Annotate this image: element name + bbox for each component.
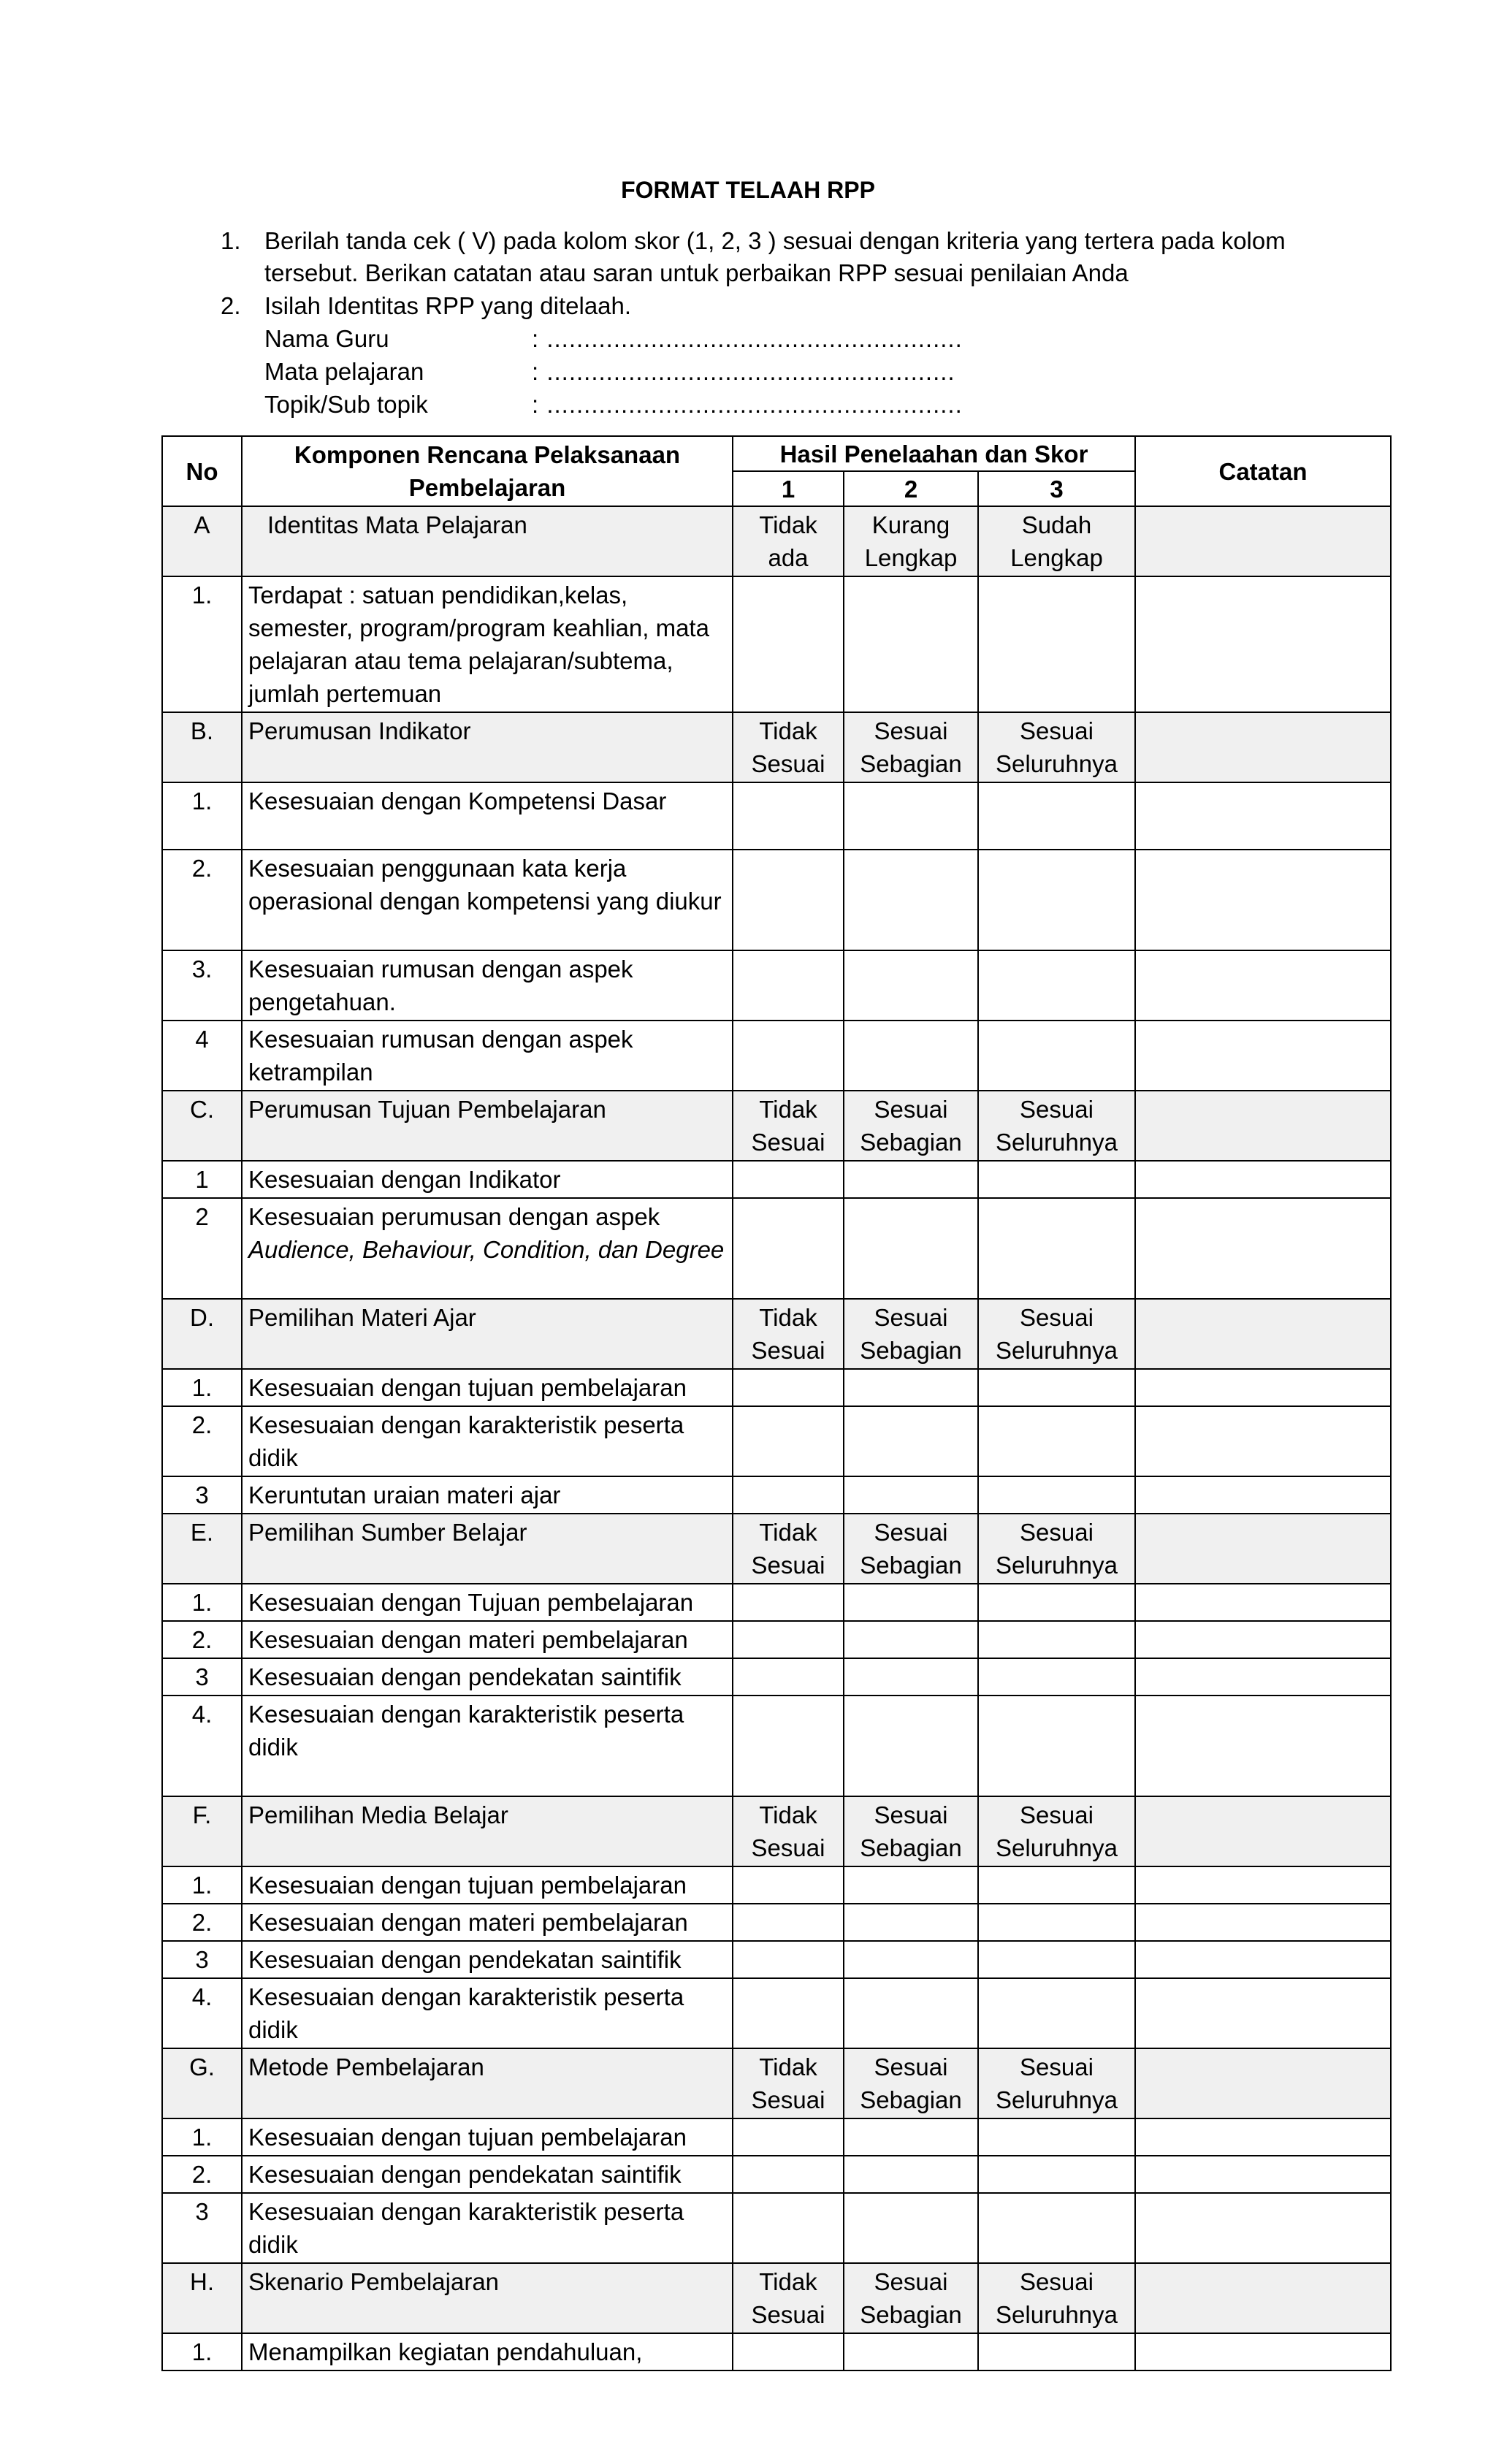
section-code: C. [162,1091,242,1161]
score-1-checkbox-cell[interactable] [733,1198,844,1299]
criteria-number: 1. [162,576,242,712]
score-3-checkbox-cell[interactable] [978,1621,1135,1658]
criteria-number: 2 [162,1198,242,1299]
score-2-checkbox-cell[interactable] [844,2193,978,2263]
section-code: H. [162,2263,242,2333]
identity-value-topic: : ........................................................ [532,391,963,418]
header-score-1: 1 [733,471,844,506]
criteria-number: 1. [162,1369,242,1406]
criteria-text-main: Kesesuaian rumusan dengan aspek ketrampilan [248,1026,633,1086]
section-row [162,1796,1391,1866]
score-3-checkbox-cell[interactable] [978,1866,1135,1904]
instruction-1-number: 1. [221,227,241,254]
criteria-text-main: Kesesuaian dengan tujuan pembelajaran [248,1872,687,1899]
score-level-3: Sesuai Seluruhnya [978,1796,1135,1866]
criteria-number: 3. [162,950,242,1021]
criteria-number: 2. [162,850,242,950]
score-2-checkbox-cell[interactable] [844,1021,978,1091]
criteria-row [162,2333,1391,2370]
score-2-checkbox-cell[interactable] [844,2333,978,2370]
notes-cell[interactable] [1135,1658,1391,1696]
criteria-row [162,850,1391,950]
score-3-checkbox-cell[interactable] [978,1161,1135,1198]
section-code: E. [162,1514,242,1584]
notes-cell[interactable] [1135,1406,1391,1476]
header-score-2: 2 [844,471,978,506]
criteria-text [242,1021,733,1091]
criteria-row [162,1476,1391,1514]
score-1-checkbox-cell[interactable] [733,2156,844,2193]
score-1-checkbox-cell[interactable] [733,1866,844,1904]
score-2-checkbox-cell[interactable] [844,1978,978,2048]
notes-cell[interactable] [1135,1476,1391,1514]
header-component: Komponen Rencana Pelaksanaan Pembelajaran [242,436,733,506]
criteria-text-main: Kesesuaian dengan karakteristik peserta didik [248,2198,684,2258]
criteria-row [162,1621,1391,1658]
section-row [162,2048,1391,2118]
section-title: Metode Pembelajaran [242,2048,733,2118]
score-1-checkbox-cell[interactable] [733,1406,844,1476]
section-row [162,1299,1391,1369]
score-3-checkbox-cell[interactable] [978,2156,1135,2193]
notes-cell[interactable] [1135,1866,1391,1904]
score-2-checkbox-cell[interactable] [844,1866,978,1904]
criteria-text [242,1866,733,1904]
score-level-2: Sesuai Sebagian [844,2048,978,2118]
criteria-number: 1. [162,2118,242,2156]
criteria-number: 3 [162,1941,242,1978]
score-level-3: Sesuai Seluruhnya [978,1514,1135,1584]
criteria-number: 4. [162,1978,242,2048]
score-1-checkbox-cell[interactable] [733,2118,844,2156]
score-2-checkbox-cell[interactable] [844,1941,978,1978]
criteria-number: 3 [162,1476,242,1514]
notes-cell[interactable] [1135,850,1391,950]
score-2-checkbox-cell[interactable] [844,1584,978,1621]
section-row [162,1514,1391,1584]
score-level-1: Tidak ada [733,506,844,576]
criteria-text-main: Kesesuaian dengan Tujuan pembelajaran [248,1589,694,1616]
criteria-text [242,1941,733,1978]
criteria-number: 3 [162,2193,242,2263]
criteria-number: 3 [162,1658,242,1696]
section-notes-cell [1135,506,1391,576]
section-title: Perumusan Tujuan Pembelajaran [242,1091,733,1161]
criteria-text [242,1198,733,1299]
instruction-2-number: 2. [221,292,241,319]
criteria-text [242,1658,733,1696]
criteria-text [242,2193,733,2263]
criteria-row [162,2193,1391,2263]
section-notes-cell [1135,2048,1391,2118]
identity-label-teacher: Nama Guru [264,325,389,352]
section-title: Perumusan Indikator [242,712,733,782]
score-3-checkbox-cell[interactable] [978,1198,1135,1299]
header-notes: Catatan [1135,436,1391,506]
notes-cell[interactable] [1135,2193,1391,2263]
score-1-checkbox-cell[interactable] [733,1369,844,1406]
criteria-text-main: Kesesuaian rumusan dengan aspek pengetahuan. [248,956,633,1015]
score-level-1: Tidak Sesuai [733,2263,844,2333]
section-notes-cell [1135,2263,1391,2333]
score-3-checkbox-cell[interactable] [978,782,1135,850]
criteria-text [242,2156,733,2193]
criteria-text-main: Kesesuaian dengan tujuan pembelajaran [248,2124,687,2151]
criteria-number: 2. [162,1406,242,1476]
section-code: B. [162,712,242,782]
score-level-3: Sesuai Seluruhnya [978,1091,1135,1161]
score-2-checkbox-cell[interactable] [844,1621,978,1658]
section-notes-cell [1135,1299,1391,1369]
score-level-2: Sesuai Sebagian [844,712,978,782]
score-3-checkbox-cell[interactable] [978,2333,1135,2370]
score-1-checkbox-cell[interactable] [733,1584,844,1621]
score-3-checkbox-cell[interactable] [978,576,1135,712]
criteria-text-main: Terdapat : satuan pendidikan,kelas, semester, program/program keahlian, mata pelajaran atau tema pelajaran/subtema, jumlah pertemuan [248,581,709,707]
score-level-1: Tidak Sesuai [733,712,844,782]
score-2-checkbox-cell[interactable] [844,1406,978,1476]
criteria-row [162,1584,1391,1621]
notes-cell[interactable] [1135,576,1391,712]
identity-value-subject: : ....................................................... [532,358,955,385]
criteria-row [162,1696,1391,1796]
score-2-checkbox-cell[interactable] [844,950,978,1021]
score-level-1: Tidak Sesuai [733,1091,844,1161]
identity-value-teacher: : ........................................................ [532,325,963,352]
score-level-2: Sesuai Sebagian [844,1514,978,1584]
notes-cell[interactable] [1135,950,1391,1021]
notes-cell[interactable] [1135,1904,1391,1941]
score-2-checkbox-cell[interactable] [844,2156,978,2193]
criteria-row [162,576,1391,712]
score-level-1: Tidak Sesuai [733,2048,844,2118]
criteria-row [162,2156,1391,2193]
score-level-1: Tidak Sesuai [733,1796,844,1866]
section-title: Pemilihan Sumber Belajar [242,1514,733,1584]
criteria-row [162,1978,1391,2048]
criteria-text-main: Menampilkan kegiatan pendahuluan, [248,2338,643,2365]
instruction-1-line-1: Berilah tanda cek ( V) pada kolom skor (1, 2, 3 ) sesuai dengan kriteria yang tertera pada kolom [264,227,1286,254]
criteria-text-main: Kesesuaian dengan materi pembelajaran [248,1909,688,1936]
criteria-row [162,1658,1391,1696]
section-row [162,506,1391,576]
criteria-text [242,782,733,850]
criteria-row [162,1198,1391,1299]
criteria-text [242,2118,733,2156]
header-score-3: 3 [978,471,1135,506]
instruction-2-line-1: Isilah Identitas RPP yang ditelaah. [264,292,632,319]
section-notes-cell [1135,1514,1391,1584]
notes-cell[interactable] [1135,1198,1391,1299]
score-2-checkbox-cell[interactable] [844,1198,978,1299]
score-3-checkbox-cell[interactable] [978,2118,1135,2156]
score-level-2: Sesuai Sebagian [844,1299,978,1369]
score-2-checkbox-cell[interactable] [844,1658,978,1696]
score-2-checkbox-cell[interactable] [844,576,978,712]
criteria-text [242,2333,733,2370]
criteria-text-italic: Audience, Behaviour, Condition, dan Degree [248,1236,725,1263]
section-code: D. [162,1299,242,1369]
criteria-number: 1. [162,1584,242,1621]
criteria-text [242,950,733,1021]
criteria-row [162,1406,1391,1476]
score-2-checkbox-cell[interactable] [844,1696,978,1796]
score-1-checkbox-cell[interactable] [733,2193,844,2263]
criteria-number: 4. [162,1696,242,1796]
score-3-checkbox-cell[interactable] [978,1658,1135,1696]
notes-cell[interactable] [1135,2333,1391,2370]
score-3-checkbox-cell[interactable] [978,950,1135,1021]
score-3-checkbox-cell[interactable] [978,1021,1135,1091]
score-1-checkbox-cell[interactable] [733,1161,844,1198]
section-notes-cell [1135,1091,1391,1161]
score-1-checkbox-cell[interactable] [733,1021,844,1091]
criteria-number: 2. [162,1621,242,1658]
criteria-number: 2. [162,2156,242,2193]
criteria-text-main: Kesesuaian dengan Kompetensi Dasar [248,787,667,815]
notes-cell[interactable] [1135,1621,1391,1658]
score-2-checkbox-cell[interactable] [844,850,978,950]
score-3-checkbox-cell[interactable] [978,1476,1135,1514]
notes-cell[interactable] [1135,2156,1391,2193]
header-no: No [162,436,242,506]
score-level-3: Sudah Lengkap [978,506,1135,576]
criteria-number: 1. [162,1866,242,1904]
score-3-checkbox-cell[interactable] [978,1696,1135,1796]
criteria-text-main: Kesesuaian dengan materi pembelajaran [248,1626,688,1653]
score-1-checkbox-cell[interactable] [733,782,844,850]
score-3-checkbox-cell[interactable] [978,1369,1135,1406]
criteria-text-main: Keruntutan uraian materi ajar [248,1481,561,1508]
notes-cell[interactable] [1135,2118,1391,2156]
criteria-number: 1 [162,1161,242,1198]
identity-label-subject: Mata pelajaran [264,358,424,385]
criteria-text [242,1978,733,2048]
notes-cell[interactable] [1135,1161,1391,1198]
criteria-text [242,1476,733,1514]
score-1-checkbox-cell[interactable] [733,2333,844,2370]
section-notes-cell [1135,1796,1391,1866]
section-title: Skenario Pembelajaran [242,2263,733,2333]
criteria-row [162,1161,1391,1198]
score-level-2: Kurang Lengkap [844,506,978,576]
criteria-number: 1. [162,2333,242,2370]
criteria-row [162,950,1391,1021]
section-title: Pemilihan Media Belajar [242,1796,733,1866]
score-1-checkbox-cell[interactable] [733,1621,844,1658]
score-3-checkbox-cell[interactable] [978,1904,1135,1941]
score-level-3: Sesuai Seluruhnya [978,2048,1135,2118]
criteria-number: 2. [162,1904,242,1941]
criteria-row [162,1941,1391,1978]
criteria-text-main: Kesesuaian dengan pendekatan saintifik [248,1663,682,1690]
instruction-1-line-2: tersebut. Berikan catatan atau saran untuk perbaikan RPP sesuai penilaian Anda [264,259,1129,286]
notes-cell[interactable] [1135,1696,1391,1796]
criteria-number: 4 [162,1021,242,1091]
criteria-row [162,1866,1391,1904]
score-3-checkbox-cell[interactable] [978,1978,1135,2048]
notes-cell[interactable] [1135,1941,1391,1978]
score-1-checkbox-cell[interactable] [733,576,844,712]
criteria-text [242,576,733,712]
criteria-text-main: Kesesuaian dengan Indikator [248,1166,561,1193]
review-table [161,435,1392,2371]
criteria-row [162,1021,1391,1091]
score-3-checkbox-cell[interactable] [978,850,1135,950]
section-code: G. [162,2048,242,2118]
score-2-checkbox-cell[interactable] [844,2118,978,2156]
score-level-2: Sesuai Sebagian [844,1091,978,1161]
identity-label-topic: Topik/Sub topik [264,391,428,418]
criteria-text-main: Kesesuaian dengan pendekatan saintifik [248,2161,682,2188]
score-2-checkbox-cell[interactable] [844,782,978,850]
score-2-checkbox-cell[interactable] [844,1161,978,1198]
score-level-3: Sesuai Seluruhnya [978,712,1135,782]
criteria-text-main: Kesesuaian dengan tujuan pembelajaran [248,1374,687,1401]
score-level-2: Sesuai Sebagian [844,2263,978,2333]
criteria-text-main: Kesesuaian perumusan dengan aspek [248,1203,660,1230]
section-title: Identitas Mata Pelajaran [242,506,733,576]
notes-cell[interactable] [1135,1369,1391,1406]
notes-cell[interactable] [1135,1978,1391,2048]
score-3-checkbox-cell[interactable] [978,1406,1135,1476]
score-1-checkbox-cell[interactable] [733,1904,844,1941]
score-level-3: Sesuai Seluruhnya [978,1299,1135,1369]
criteria-text [242,1584,733,1621]
score-level-2: Sesuai Sebagian [844,1796,978,1866]
criteria-text [242,850,733,950]
criteria-text [242,1904,733,1941]
criteria-number: 1. [162,782,242,850]
section-row [162,1091,1391,1161]
criteria-text [242,1161,733,1198]
section-notes-cell [1135,712,1391,782]
notes-cell[interactable] [1135,1021,1391,1091]
criteria-text-main: Kesesuaian penggunaan kata kerja operasional dengan kompetensi yang diukur [248,855,722,915]
criteria-text-main: Kesesuaian dengan karakteristik peserta didik [248,1983,684,2043]
criteria-text [242,1696,733,1796]
score-2-checkbox-cell[interactable] [844,1476,978,1514]
score-2-checkbox-cell[interactable] [844,1904,978,1941]
criteria-text-main: Kesesuaian dengan karakteristik peserta didik [248,1411,684,1471]
score-level-3: Sesuai Seluruhnya [978,2263,1135,2333]
criteria-text [242,1621,733,1658]
score-3-checkbox-cell[interactable] [978,1584,1135,1621]
score-1-checkbox-cell[interactable] [733,1978,844,2048]
score-1-checkbox-cell[interactable] [733,1476,844,1514]
criteria-text-main: Kesesuaian dengan pendekatan saintifik [248,1946,682,1973]
criteria-text [242,1406,733,1476]
document-title: FORMAT TELAAH RPP [621,177,875,203]
score-2-checkbox-cell[interactable] [844,1369,978,1406]
criteria-row [162,1904,1391,1941]
section-title: Pemilihan Materi Ajar [242,1299,733,1369]
score-3-checkbox-cell[interactable] [978,2193,1135,2263]
criteria-text-main: Kesesuaian dengan karakteristik peserta didik [248,1701,684,1761]
score-level-1: Tidak Sesuai [733,1299,844,1369]
header-result: Hasil Penelaahan dan Skor [733,436,1135,471]
section-row [162,712,1391,782]
score-1-checkbox-cell[interactable] [733,1658,844,1696]
criteria-row [162,1369,1391,1406]
score-level-1: Tidak Sesuai [733,1514,844,1584]
score-1-checkbox-cell[interactable] [733,1941,844,1978]
criteria-text [242,1369,733,1406]
criteria-row [162,782,1391,850]
score-1-checkbox-cell[interactable] [733,850,844,950]
score-3-checkbox-cell[interactable] [978,1941,1135,1978]
notes-cell[interactable] [1135,1584,1391,1621]
criteria-row [162,2118,1391,2156]
section-row [162,2263,1391,2333]
score-1-checkbox-cell[interactable] [733,950,844,1021]
section-code: A [162,506,242,576]
score-1-checkbox-cell[interactable] [733,1696,844,1796]
section-code: F. [162,1796,242,1866]
notes-cell[interactable] [1135,782,1391,850]
